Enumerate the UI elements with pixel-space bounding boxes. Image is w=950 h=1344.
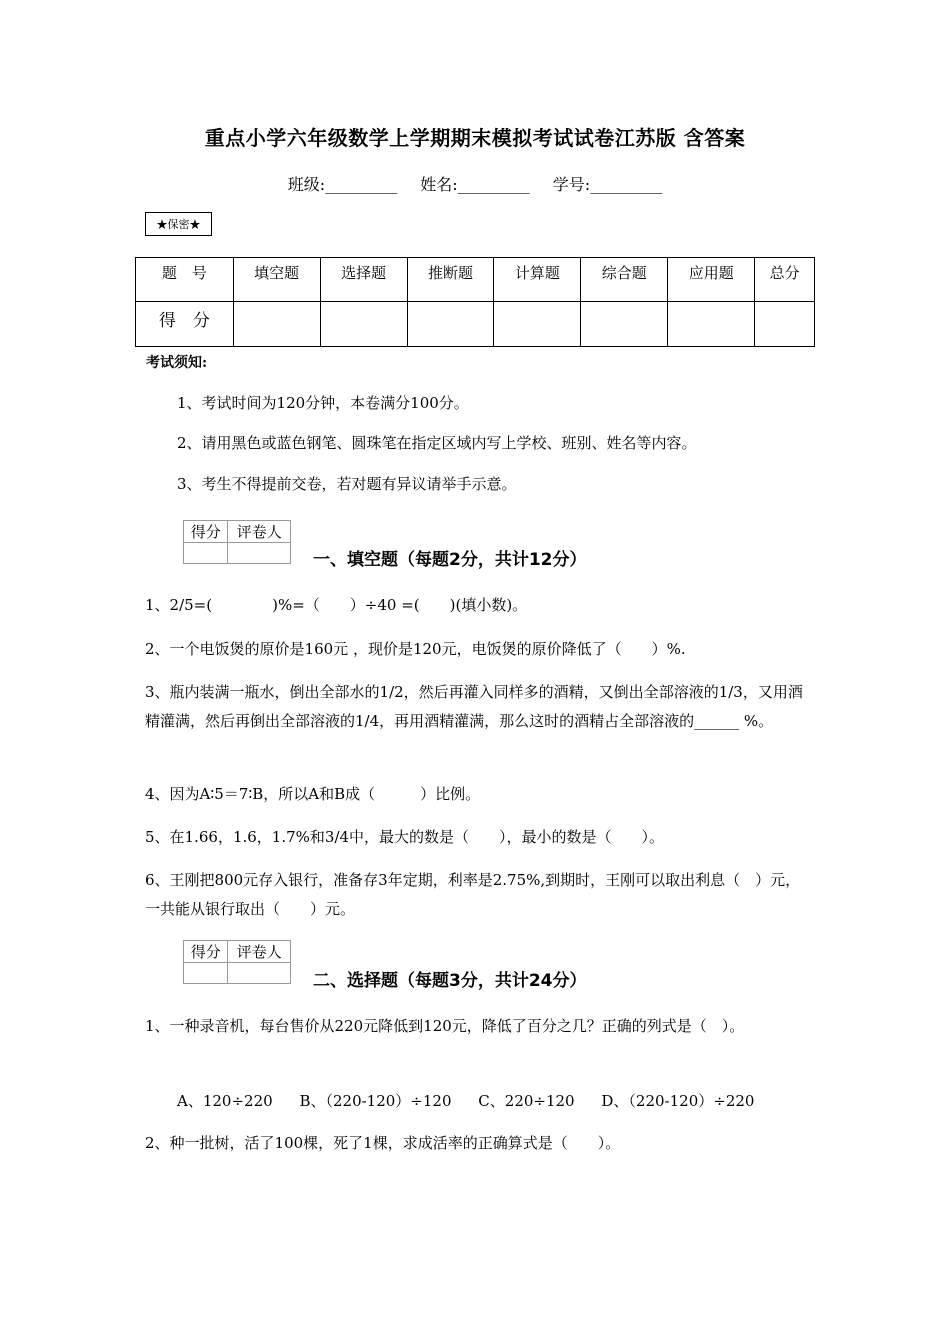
question: 1、2/5=( )%=（ ）÷40 =( )(填小数)。	[145, 596, 528, 614]
class-field[interactable]: 班级:_________	[287, 175, 398, 194]
question: 6、王刚把800元存入银行，准备存3年定期，利率是2.75%,到期时，王刚可以取出利息（ ）元，一共能从银行取出（ ）元。	[145, 871, 801, 918]
score-table-cell: 总分	[755, 258, 815, 302]
option-d[interactable]: D、（220-120）÷220	[601, 1092, 755, 1110]
score-input-cell[interactable]	[668, 302, 755, 347]
student-id-field[interactable]: 学号:_________	[552, 175, 663, 194]
score-input-cell[interactable]	[407, 302, 494, 347]
grader-name-cell[interactable]	[228, 543, 291, 564]
notice-item: 2、请用黑色或蓝色钢笔、圆珠笔在指定区域内写上学校、班别、姓名等内容。	[177, 434, 697, 452]
notice-item: 3、考生不得提前交卷，若对题有异议请举手示意。	[177, 475, 517, 493]
option-b[interactable]: B、（220-120）÷120	[299, 1092, 452, 1110]
question: 4、因为A∶5＝7∶B，所以A和B成（ ）比例。	[145, 785, 481, 803]
score-input-cell[interactable]	[320, 302, 407, 347]
question: 2、种一批树，活了100棵，死了1棵，求成活率的正确算式是（ ）。	[145, 1134, 621, 1152]
score-input-cell[interactable]	[581, 302, 668, 347]
student-info	[0, 172, 950, 195]
grader-name-label: 评卷人	[228, 521, 291, 543]
answer-options	[177, 1090, 776, 1111]
notice-item: 1、考试时间为120分钟，本卷满分100分。	[177, 394, 469, 412]
grader-name-cell[interactable]	[228, 963, 291, 984]
option-a[interactable]: A、120÷220	[177, 1092, 273, 1110]
score-table-header-row	[136, 258, 815, 302]
grader-score-label: 得分	[184, 941, 228, 963]
section-heading: 一、填空题（每题2分，共计12分）	[313, 550, 587, 570]
score-table-cell: 选择题	[320, 258, 407, 302]
score-table-cell: 题 号	[136, 258, 234, 302]
page-title: 重点小学六年级数学上学期期末模拟考试试卷江苏版 含答案	[204, 126, 746, 150]
score-table-score-row	[136, 302, 815, 347]
grader-score-cell[interactable]	[184, 543, 228, 564]
notice-title: 考试须知:	[146, 355, 208, 371]
score-input-cell[interactable]	[755, 302, 815, 347]
score-table-cell: 推断题	[407, 258, 494, 302]
question: 1、一种录音机，每台售价从220元降低到120元，降低了百分之几？正确的列式是（ ）。	[145, 1017, 745, 1035]
score-table-cell: 填空题	[233, 258, 320, 302]
score-table-cell: 应用题	[668, 258, 755, 302]
grader-name-label: 评卷人	[228, 941, 291, 963]
question: 5、在1.66，1.6，1.7%和3/4中，最大的数是（ ），最小的数是（ ）。	[145, 828, 665, 846]
secret-badge: ★保密★	[145, 212, 212, 236]
grader-box	[183, 520, 291, 564]
option-c[interactable]: C、220÷120	[478, 1092, 575, 1110]
score-table-cell: 综合题	[581, 258, 668, 302]
score-input-cell[interactable]	[494, 302, 581, 347]
question: 3、瓶内装满一瓶水，倒出全部水的1/2，然后再灌入同样多的酒精，又倒出全部溶液的1/3，又用酒精灌满，然后再倒出全部溶液的1/4，再用酒精灌满，那么这时的酒精占全部溶液的______ %。	[145, 683, 803, 730]
grader-score-cell[interactable]	[184, 963, 228, 984]
score-table	[135, 257, 815, 347]
question: 2、一个电饭煲的原价是160元 ，现价是120元，电饭煲的原价降低了（ ）%.	[145, 640, 686, 658]
score-table-cell: 计算题	[494, 258, 581, 302]
score-row-label: 得 分	[136, 302, 234, 347]
grader-box	[183, 940, 291, 984]
score-input-cell[interactable]	[233, 302, 320, 347]
grader-score-label: 得分	[184, 521, 228, 543]
name-field[interactable]: 姓名:_________	[420, 175, 530, 194]
section-heading: 二、选择题（每题3分，共计24分）	[313, 971, 587, 991]
